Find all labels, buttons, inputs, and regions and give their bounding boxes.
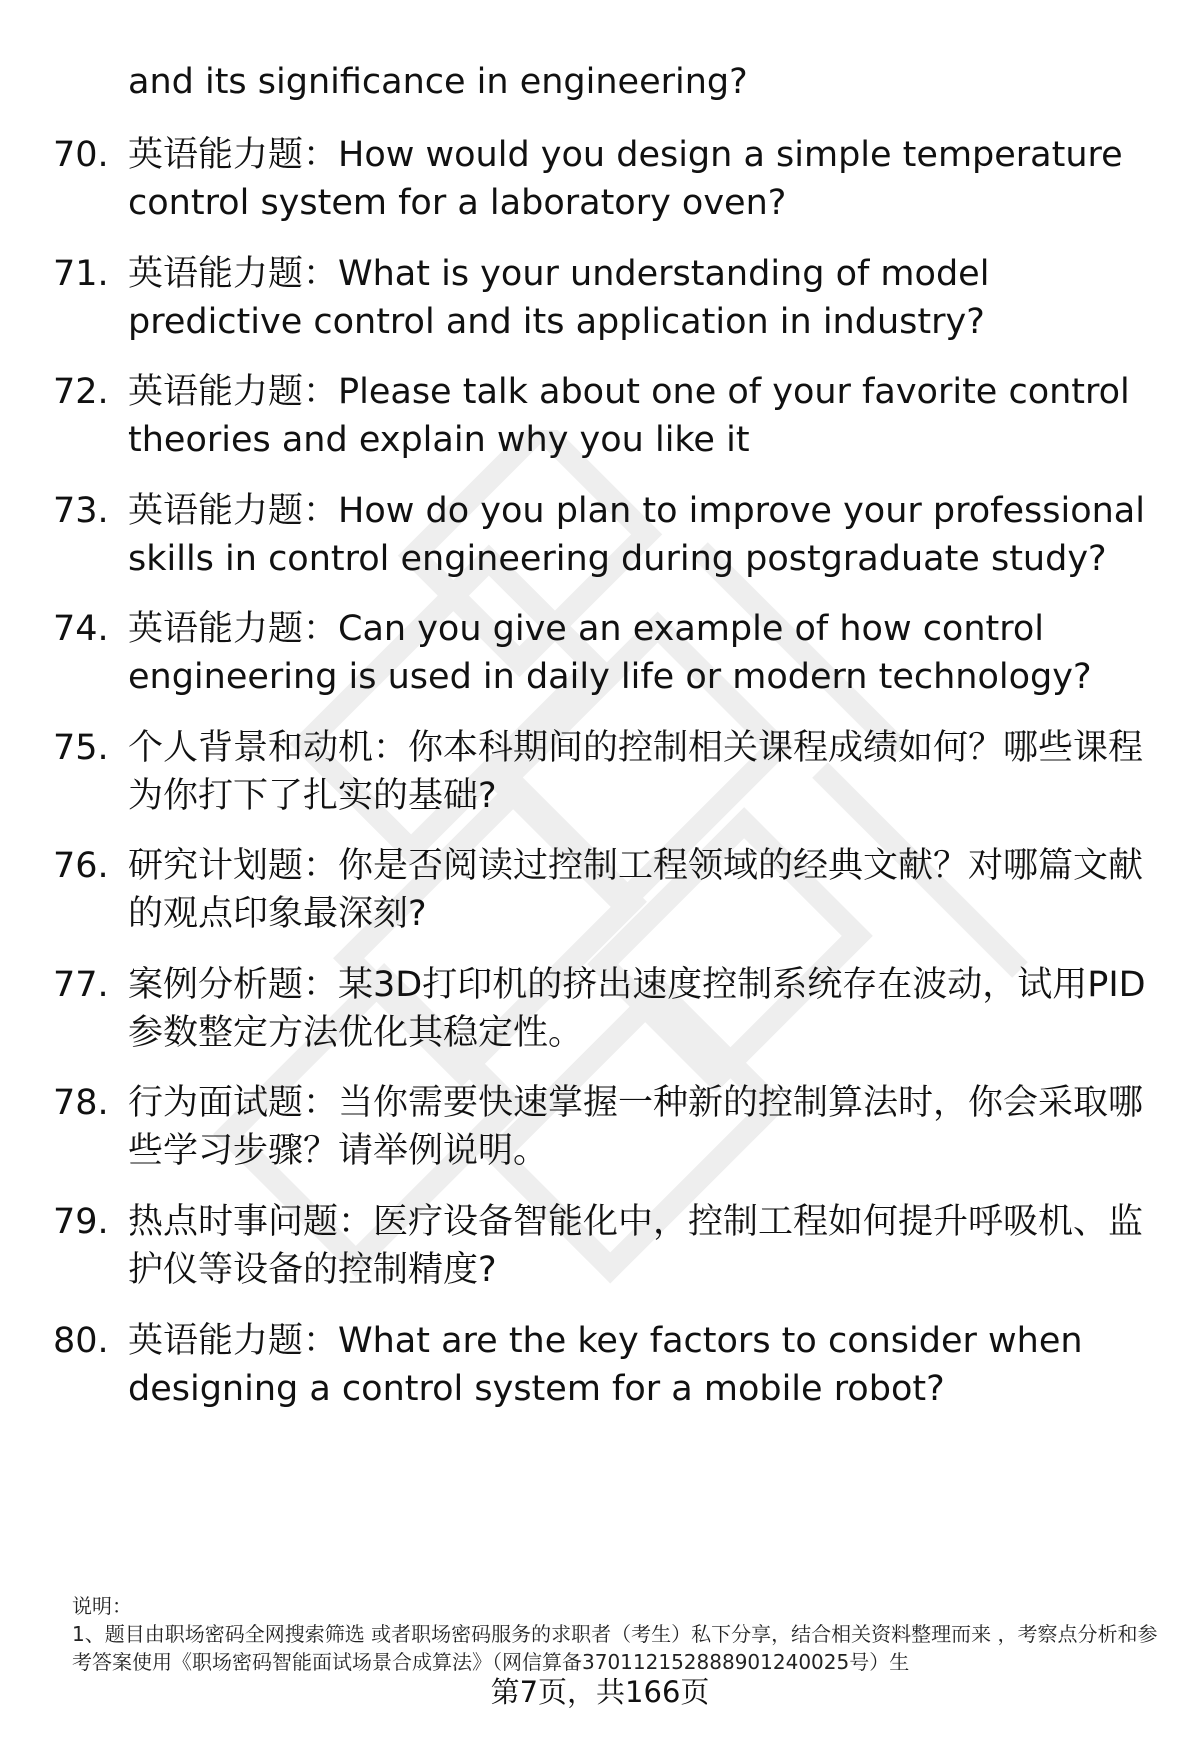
- question-text: 你本科期间的控制相关课程成绩如何？哪些课程为你打下了扎实的基础?: [128, 728, 1144, 816]
- question-category: 案例分析题：: [128, 965, 339, 1005]
- question-body: [128, 250, 1160, 346]
- question-text: How would you design a simple temperature control system for a laboratory oven?: [128, 135, 1123, 223]
- notes-section: [72, 1592, 1162, 1676]
- question-number: 79.: [53, 1202, 109, 1242]
- question-text: 你是否阅读过控制工程领域的经典文献？对哪篇文献的观点印象最深刻?: [128, 846, 1144, 934]
- question-number: 71.: [53, 254, 109, 294]
- question-category: 热点时事问题：: [128, 1202, 374, 1242]
- question-number: 78.: [53, 1083, 109, 1123]
- question-category: 英语能力题：: [128, 372, 339, 412]
- notes-title: 说明：: [72, 1594, 132, 1618]
- question-text: What are the key factors to consider when designing a control system for a mobile robot?: [128, 1321, 1083, 1409]
- question-number: 73.: [53, 491, 109, 531]
- question-body: [128, 368, 1160, 464]
- question-category: 行为面试题：: [128, 1083, 339, 1123]
- question-text: Please talk about one of your favorite control theories and explain why you like it: [128, 372, 1130, 460]
- question-body: [128, 131, 1160, 227]
- question-category: 英语能力题：: [128, 1321, 339, 1361]
- question-text: 医疗设备智能化中，控制工程如何提升呼吸机、监护仪等设备的控制精度?: [128, 1202, 1144, 1290]
- question-text: How do you plan to improve your professional skills in control engineering during postgraduate study?: [128, 491, 1145, 579]
- question-number: 72.: [53, 372, 109, 412]
- question-body: [128, 487, 1160, 583]
- question-number: 77.: [53, 965, 109, 1005]
- question-number: 74.: [53, 609, 109, 649]
- question-text: What is your understanding of model predictive control and its application in industry?: [128, 254, 990, 342]
- question-number: 80.: [53, 1321, 109, 1361]
- question-body: [128, 1079, 1160, 1175]
- page-footer: 第7页，共166页: [490, 1675, 710, 1709]
- question-body: [128, 1317, 1160, 1413]
- question-body: [128, 842, 1160, 938]
- question-body: [128, 1198, 1160, 1294]
- question-text: 某3D打印机的挤出速度控制系统存在波动，试用PID参数整定方法优化其稳定性。: [128, 965, 1146, 1053]
- question-text: 当你需要快速掌握一种新的控制算法时，你会采取哪些学习步骤？请举例说明。: [128, 1083, 1144, 1171]
- question-category: 个人背景和动机：: [128, 728, 409, 768]
- question-category: 英语能力题：: [128, 254, 339, 294]
- question-body: [128, 605, 1160, 701]
- question-category: 英语能力题：: [128, 491, 339, 531]
- question-category: 英语能力题：: [128, 135, 339, 175]
- notes-line: 1、题目由职场密码全网搜索筛选 或者职场密码服务的求职者（考生）私下分享，结合相关资料整理而来 ，考察点分析和参考答案使用《职场密码智能面试场景合成算法》（网信算备370112152888901240025号）生: [72, 1622, 1158, 1674]
- question-number: 70.: [53, 135, 109, 175]
- question-number: 75.: [53, 728, 109, 768]
- question-text: Can you give an example of how control engineering is used in daily life or modern technology?: [128, 609, 1092, 697]
- question-category: 研究计划题：: [128, 846, 339, 886]
- continuation-text: and its significance in engineering?: [128, 62, 748, 102]
- question-category: 英语能力题：: [128, 609, 339, 649]
- question-body: [128, 724, 1160, 820]
- question-number: 76.: [53, 846, 109, 886]
- question-body: [128, 961, 1160, 1057]
